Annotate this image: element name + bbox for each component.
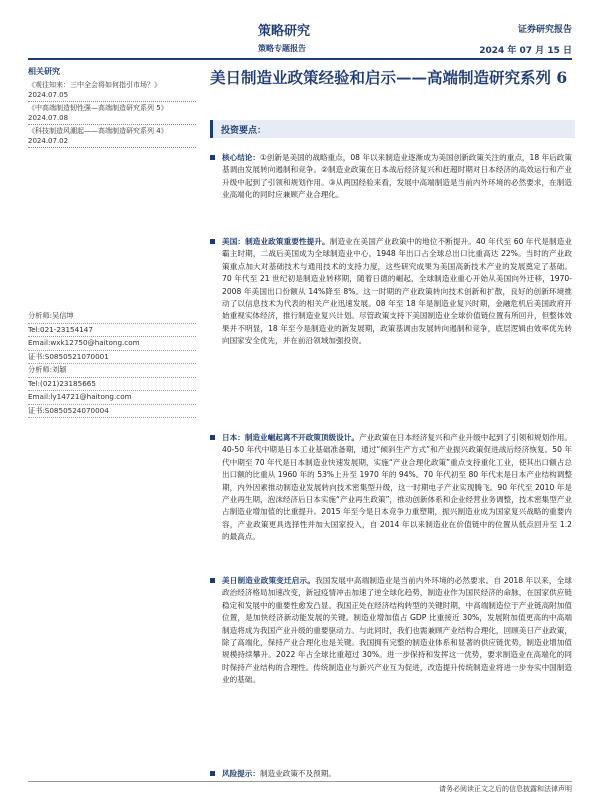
related-item[interactable]: 《中高端制造韧性强—高端制造研究系列 5》2024.07.08 [28,102,196,125]
section-heading: 投资要点： [221,126,267,136]
header-divider [28,58,572,60]
bullet-icon [210,239,215,244]
analyst-name-row: 分析师:刘颖 [28,364,196,378]
header-date: 2024 年 07 月 15 日 [479,46,572,56]
bullet-icon [210,771,215,776]
key-point-paragraph: 美日制造业政策变迁启示。我国发展中高端制造业是当前内外环境的必然要求。自 2018 年以来，全球政治经济格局加速改变，新冠疫情冲击加速了逆全球化趋势，制造业作为国民经济的命脉，在国家供应链稳定和发展中的重要性愈发凸显。我国正处在经济结构转型的关键时期，中高端制造位于产业链高附加值位置，是加快经济新动能发展的关键。制造业增加值占 GDP 比重接近 30%，发展附加值更高的中高端制造将成为我国产业升级的重要驱动力。与此同时，我们也需兼顾产业结构合理化，回顾美日产业政策，除了高端化，保持产业合理化也是关键。我国拥有完整的制造业体系和显著的供应链优势，制造业增加值规模持续攀升。2022 年占全球比重超过 30%。进一步保持和发挥这一优势，要求制造业在高端化的同时保持产业结构的合理性。传统制造业与新兴产业互为促进，改造提升传统制造业将进一步夯实中国制造业的基础。 [210,575,572,687]
related-item[interactable]: 《科技制造风潮起——高端制造研究系列 4》2024.07.02 [28,125,196,148]
header-report-title: 策略研究 [258,24,311,39]
analyst-tel: Tel:021-23154147 [28,324,196,338]
key-point-paragraph: 美国：制造业政策重要性提升。制造业在美国产业政策中的地位不断提升。40 年代至 60 年代是制造业霸主时期，二战后美国成为全球制造业中心，1948 年出口占全球总出口比重高达 22%。当时的产业政策重点加大对基础技术与通用技术的支持力度，这些研究成果为美国高新技术产业的发展奠定了基础。70 年代至 21 世纪初是制造业转移期，随着日德的崛起，全球制造业重心开始从美国向外迁移，1970-2008 年美国出口份额从 14%降至 8%。这一时期的产业政策转向技术创新和扩散，良好的创新环境推动了以信息技术为代表的相关产业迅速发展。08 年至 18 年是制造业复兴时期，金融危机后美国政府开始重视实体经济，推行制造业复兴计划。尽管政策支持下美国制造业全球价值链位置有所回升，但整体效果并不明显，18 年至今是制造业的新发展期，政策基调由发展转向遏制和竞争，底层逻辑由效率优先转向国家安全优先，并在前沿领域加强投资。 [210,236,572,348]
key-point-paragraph: 核心结论：①创新是美国的战略重点，08 年以来制造业逐渐成为美国创新政策关注的重点，18 年后政策基调由发展转向遏制和竞争。②制造业政策在日本战后经济复兴和赶超时期对日本经济的高效运行和产业升级中起到了引领和规划作用。③从两国经验来看，发展中高端制造是当前内外环境的必然要求，在制造业高端化的同时应兼顾产业合理化。 [210,152,572,202]
analyst-info [28,310,196,418]
page-title: 美日制造业政策经验和启示——高端制造研究系列 6 [210,68,568,87]
related-research-heading: 相关研究 [28,67,60,76]
analyst-tel: Tel:(021)23185665 [28,378,196,392]
header-report-subtitle: 策略专题报告 [258,44,306,53]
key-point-paragraph: 风险提示：制造业政策不及预期。 [210,768,572,780]
related-research [28,66,196,148]
related-item[interactable]: 《观往知来：三中全会将如何指引市场？》2024.07.05 [28,79,196,102]
analyst-cert: 证书:S0850521070001 [28,351,196,365]
analyst-name-row: 分析师:吴信坤 [28,310,196,324]
analyst-email[interactable]: Email:ly14721@haitong.com [28,391,196,405]
header-report-type: 证券研究报告 [517,25,572,35]
footer-divider [28,781,572,782]
key-point-paragraph: 日本：制造业崛起离不开政策顶级设计。产业政策在日本经济复兴和产业升级中起到了引领和规划作用。40-50 年代中期是日本工业基础准备期，通过“倾斜生产方式”和产业振兴政策促进战后经济恢复。50 年代中期至 70 年代是日本制造业快速发展期，实施“产业合理化政策”重点支持重化工业，使其出口额占总出口额的比重从 1960 年的 53%上升至 1970 年的 94%。70 年代初至 80 年代末是日本产业结构调整期，内外因素推动制造业发展转向技术密集型升级，这一时期电子产业实现腾飞。90 年代至 2010 年是产业再生期，泡沫经济后日本实施“产业再生政策”，推动创新体系和企业经营业务调整，技术密集型产业占制造业增加值的比重提升。2015 年至今是日本竞争力重塑期，振兴制造业成为国家复兴战略的重要内容，产业政策更具选择性并加大国家投入，自 2014 年以来制造业在价值链中的位置从低点回升至 1.2 的最高点。 [210,432,572,544]
footer-disclaimer[interactable]: 请务必阅读正文之后的信息披露和法律声明 [439,785,572,793]
bullet-icon [210,435,215,440]
analyst-cert: 证书:S0850524070004 [28,405,196,419]
bullet-icon [210,155,215,160]
analyst-email[interactable]: Email:wxk12750@haitong.com [28,337,196,351]
section-heading-bar [210,120,575,138]
bullet-icon [210,578,215,583]
